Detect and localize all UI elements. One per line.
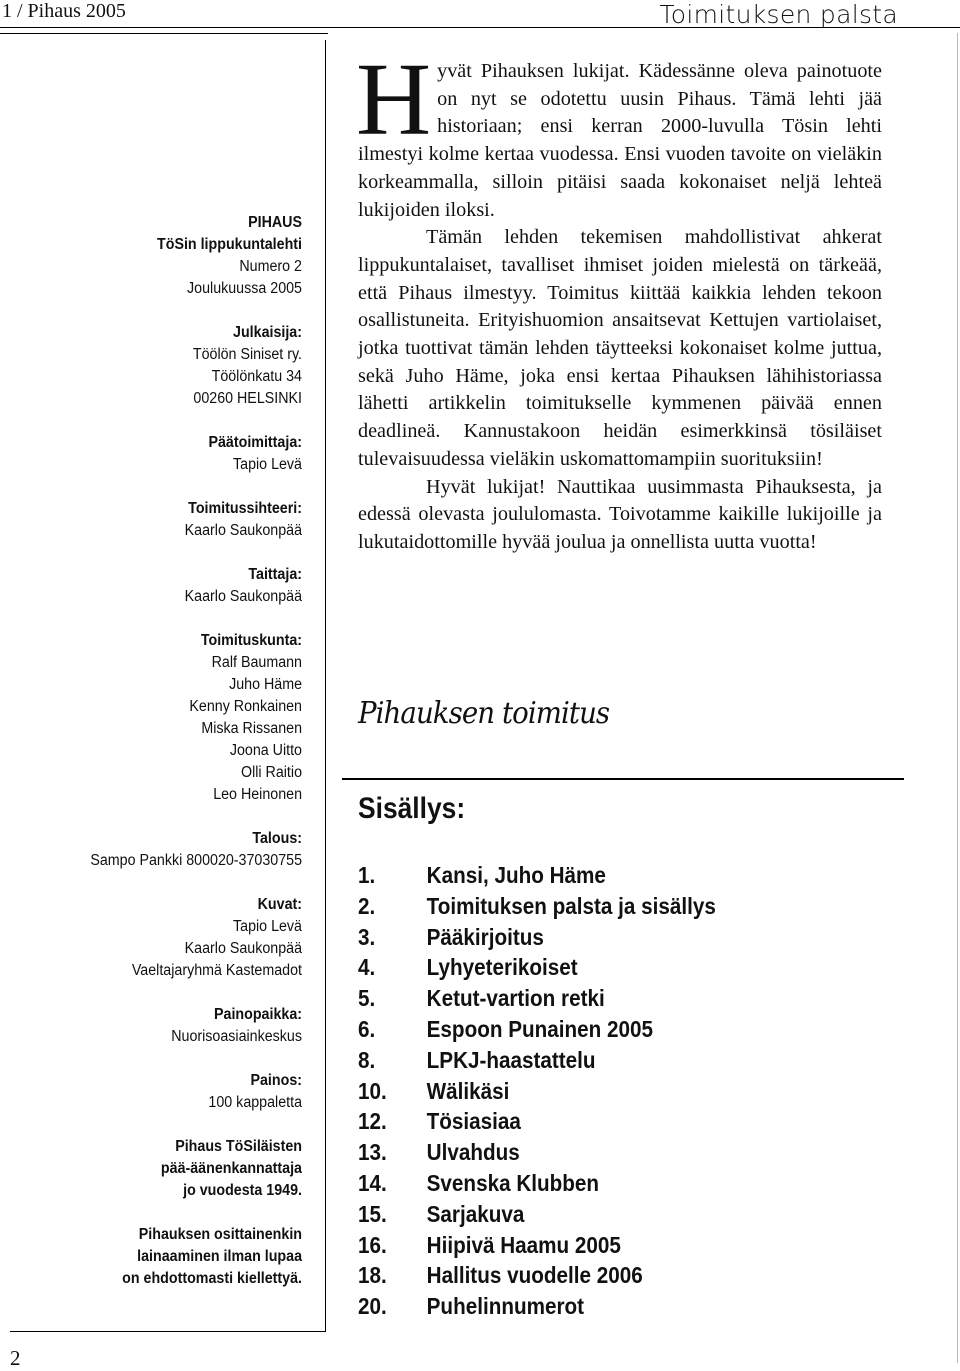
toc-item [358,1078,716,1109]
toc-item-title: Ulvahdus [426,1139,520,1166]
toc-item [358,1108,716,1139]
colophon-heading: Toimituskunta: [200,632,302,649]
toc-item [358,1293,716,1324]
colophon-heading: Painopaikka: [214,1006,302,1023]
toc-item-title: Svenska Klubben [426,1169,600,1196]
colophon-line: Kenny Ronkainen [189,698,302,715]
colophon-line: Tapio Levä [233,456,302,473]
colophon-line: Joulukuussa 2005 [187,280,302,297]
toc-item-title: Espoon Punainen 2005 [426,1015,654,1042]
toc-item-title: Puhelinnumerot [426,1293,585,1320]
colophon-line: Nuorisoasiainkeskus [171,1028,302,1045]
colophon-line: Juho Häme [229,676,302,693]
toc-item-title: Kansi, Juho Häme [426,862,606,888]
table-of-contents [358,862,765,1324]
toc-item [358,924,716,955]
toc-item-page: 2. [358,892,376,919]
colophon [26,212,302,1290]
page-edge-line [957,33,958,1363]
page-header-section: Toimituksen palsta [659,0,898,29]
toc-item [358,954,716,985]
toc-item-page: 16. [358,1231,387,1258]
header-rule-secondary [0,33,328,34]
colophon-line: Tapio Levä [233,918,302,935]
colophon-heading: Toimitussihteeri: [188,500,302,517]
toc-item-page: 10. [358,1077,387,1104]
colophon-heading: Kuvat: [257,896,302,913]
colophon-spacer [26,1048,302,1070]
article-paragraph-2: Tämän lehden tekemisen mahdollistivat ahkerat lippukuntalaiset, tavalliset ihmiset joiden mielestä on tärkeää, että Pihaus ilmestyy. Toimitus kiittää kaikkia lehden tekoon osallistuneita. Erityishuomion ansaitsevat Kettujen vartiolaiset, jotka tuottivat tämän lehden täytteeksi kokonaiset kolme juttua, sekä Juho Häme, joka ensi kertaa Pihauksen lähihistoriassa lähetti artikkelin toimitukselle kymmenen päivää ennen deadlineä. Kannustakoon heidän esimerkkinsä tösiläiset tulevaisuudessa vieläkin uskomattomampiin suorituksiin! [358,226,882,470]
colophon-spacer [26,872,302,894]
toc-item-title: Toimituksen palsta ja sisällys [426,892,716,919]
colophon-line: Kaarlo Saukonpää [184,588,302,605]
colophon-line: 100 kappaletta [208,1094,302,1111]
toc-item-page: 1. [358,862,376,888]
colophon-heading: pää-äänenkannattaja [160,1160,302,1177]
colophon-line: Ralf Baumann [211,654,302,671]
toc-item-page: 8. [358,1046,376,1073]
toc-item [358,1170,716,1201]
toc-item-title: Hiipivä Haamu 2005 [426,1231,621,1258]
toc-item-title: Hallitus vuodelle 2006 [426,1262,643,1289]
colophon-line: Kaarlo Saukonpää [184,522,302,539]
toc-item [358,1201,716,1232]
colophon-heading: lainaaminen ilman lupaa [137,1248,302,1265]
toc-item-page: 3. [358,923,376,950]
colophon-heading: PIHAUS [248,214,302,231]
colophon-spacer [26,982,302,1004]
toc-item [358,1016,716,1047]
toc-item-page: 14. [358,1169,387,1196]
toc-item [358,1047,716,1078]
toc-item-page: 5. [358,985,376,1012]
article-paragraph-1: yvät Pihauksen lukijat. Kädessänne oleva painotuote on nyt se odotettu uusin Pihaus. Tämä lehti jää historiaan; ensi kerran 2000-luvulla Tösin lehti ilmestyi kolme kertaa vuodessa. Ensi vuoden tavoite on vieläkin korkeammalla, silloin pitäisi saada kokonaiset neljä lehteä lukijoiden iloksi. [358,60,882,221]
toc-item-title: Pääkirjoitus [426,923,544,950]
toc-item-title: Ketut-vartion retki [426,985,605,1012]
colophon-line: Töölönkatu 34 [211,368,302,385]
colophon-spacer [26,1202,302,1224]
colophon-line: Numero 2 [239,258,302,275]
colophon-spacer [26,806,302,828]
colophon-heading: Talous: [252,830,302,847]
colophon-spacer [26,476,302,498]
colophon-line: Töölön Siniset ry. [192,346,302,363]
colophon-line: Sampo Pankki 800020-37030755 [90,852,302,869]
colophon-spacer [26,410,302,432]
colophon-heading: Pihauksen osittainenkin [138,1226,302,1243]
page-number: 2 [10,1346,21,1370]
toc-item [358,1262,716,1293]
toc-item [358,985,716,1016]
toc-item-title: Tösiasiaa [426,1108,521,1135]
toc-item-page: 18. [358,1262,387,1289]
toc-item-page: 6. [358,1015,376,1042]
colophon-heading: TöSin lippukuntalehti [157,236,302,253]
toc-item [358,893,716,924]
editorial-signature: Pihauksen toimitus [358,696,610,731]
colophon-spacer [26,608,302,630]
colophon-heading: Julkaisija: [233,324,302,341]
colophon-heading: Pihaus TöSiläisten [175,1138,302,1155]
drop-cap: H [356,42,432,157]
colophon-spacer [26,542,302,564]
toc-item [358,862,716,893]
colophon-line: 00260 HELSINKI [193,390,302,407]
article-paragraph-3: Hyvät lukijat! Nauttikaa uusimmasta Pihauksesta, ja edessä olevasta joululomasta. Toivotamme kaikille lukijoille ja lukutaidottomille hyvää joulua ja onnellista uutta vuotta! [358,475,882,553]
editorial-article [356,42,882,557]
colophon-line: Olli Raitio [240,764,302,781]
toc-title: Sisällys: [358,792,466,825]
header-rule [0,27,960,28]
toc-separator [342,778,904,780]
toc-item-title: LPKJ-haastattelu [426,1046,596,1073]
colophon-line: Vaeltajaryhmä Kastemadot [131,962,302,979]
toc-item-title: Wälikäsi [426,1077,510,1104]
toc-item [358,1139,716,1170]
toc-item-title: Sarjakuva [426,1200,525,1227]
colophon-spacer [26,1114,302,1136]
toc-item-page: 15. [358,1200,387,1227]
toc-item-page: 4. [358,954,376,981]
toc-item-page: 12. [358,1108,387,1135]
colophon-heading: Taittaja: [248,566,302,583]
colophon-line: Kaarlo Saukonpää [184,940,302,957]
toc-item-page: 13. [358,1139,387,1166]
colophon-heading: jo vuodesta 1949. [183,1182,302,1199]
toc-item-page: 20. [358,1293,387,1320]
colophon-heading: on ehdottomasti kiellettyä. [122,1270,302,1287]
colophon-heading: Painos: [250,1072,302,1089]
colophon-spacer [26,300,302,322]
colophon-heading: Päätoimittaja: [208,434,302,451]
toc-item-title: Lyhyeterikoiset [426,954,578,981]
page-header-issue: 1 / Pihaus 2005 [2,0,126,22]
colophon-line: Joona Uitto [229,742,302,759]
colophon-line: Leo Heinonen [213,786,302,803]
colophon-line: Miska Rissanen [201,720,302,737]
toc-item [358,1232,716,1263]
